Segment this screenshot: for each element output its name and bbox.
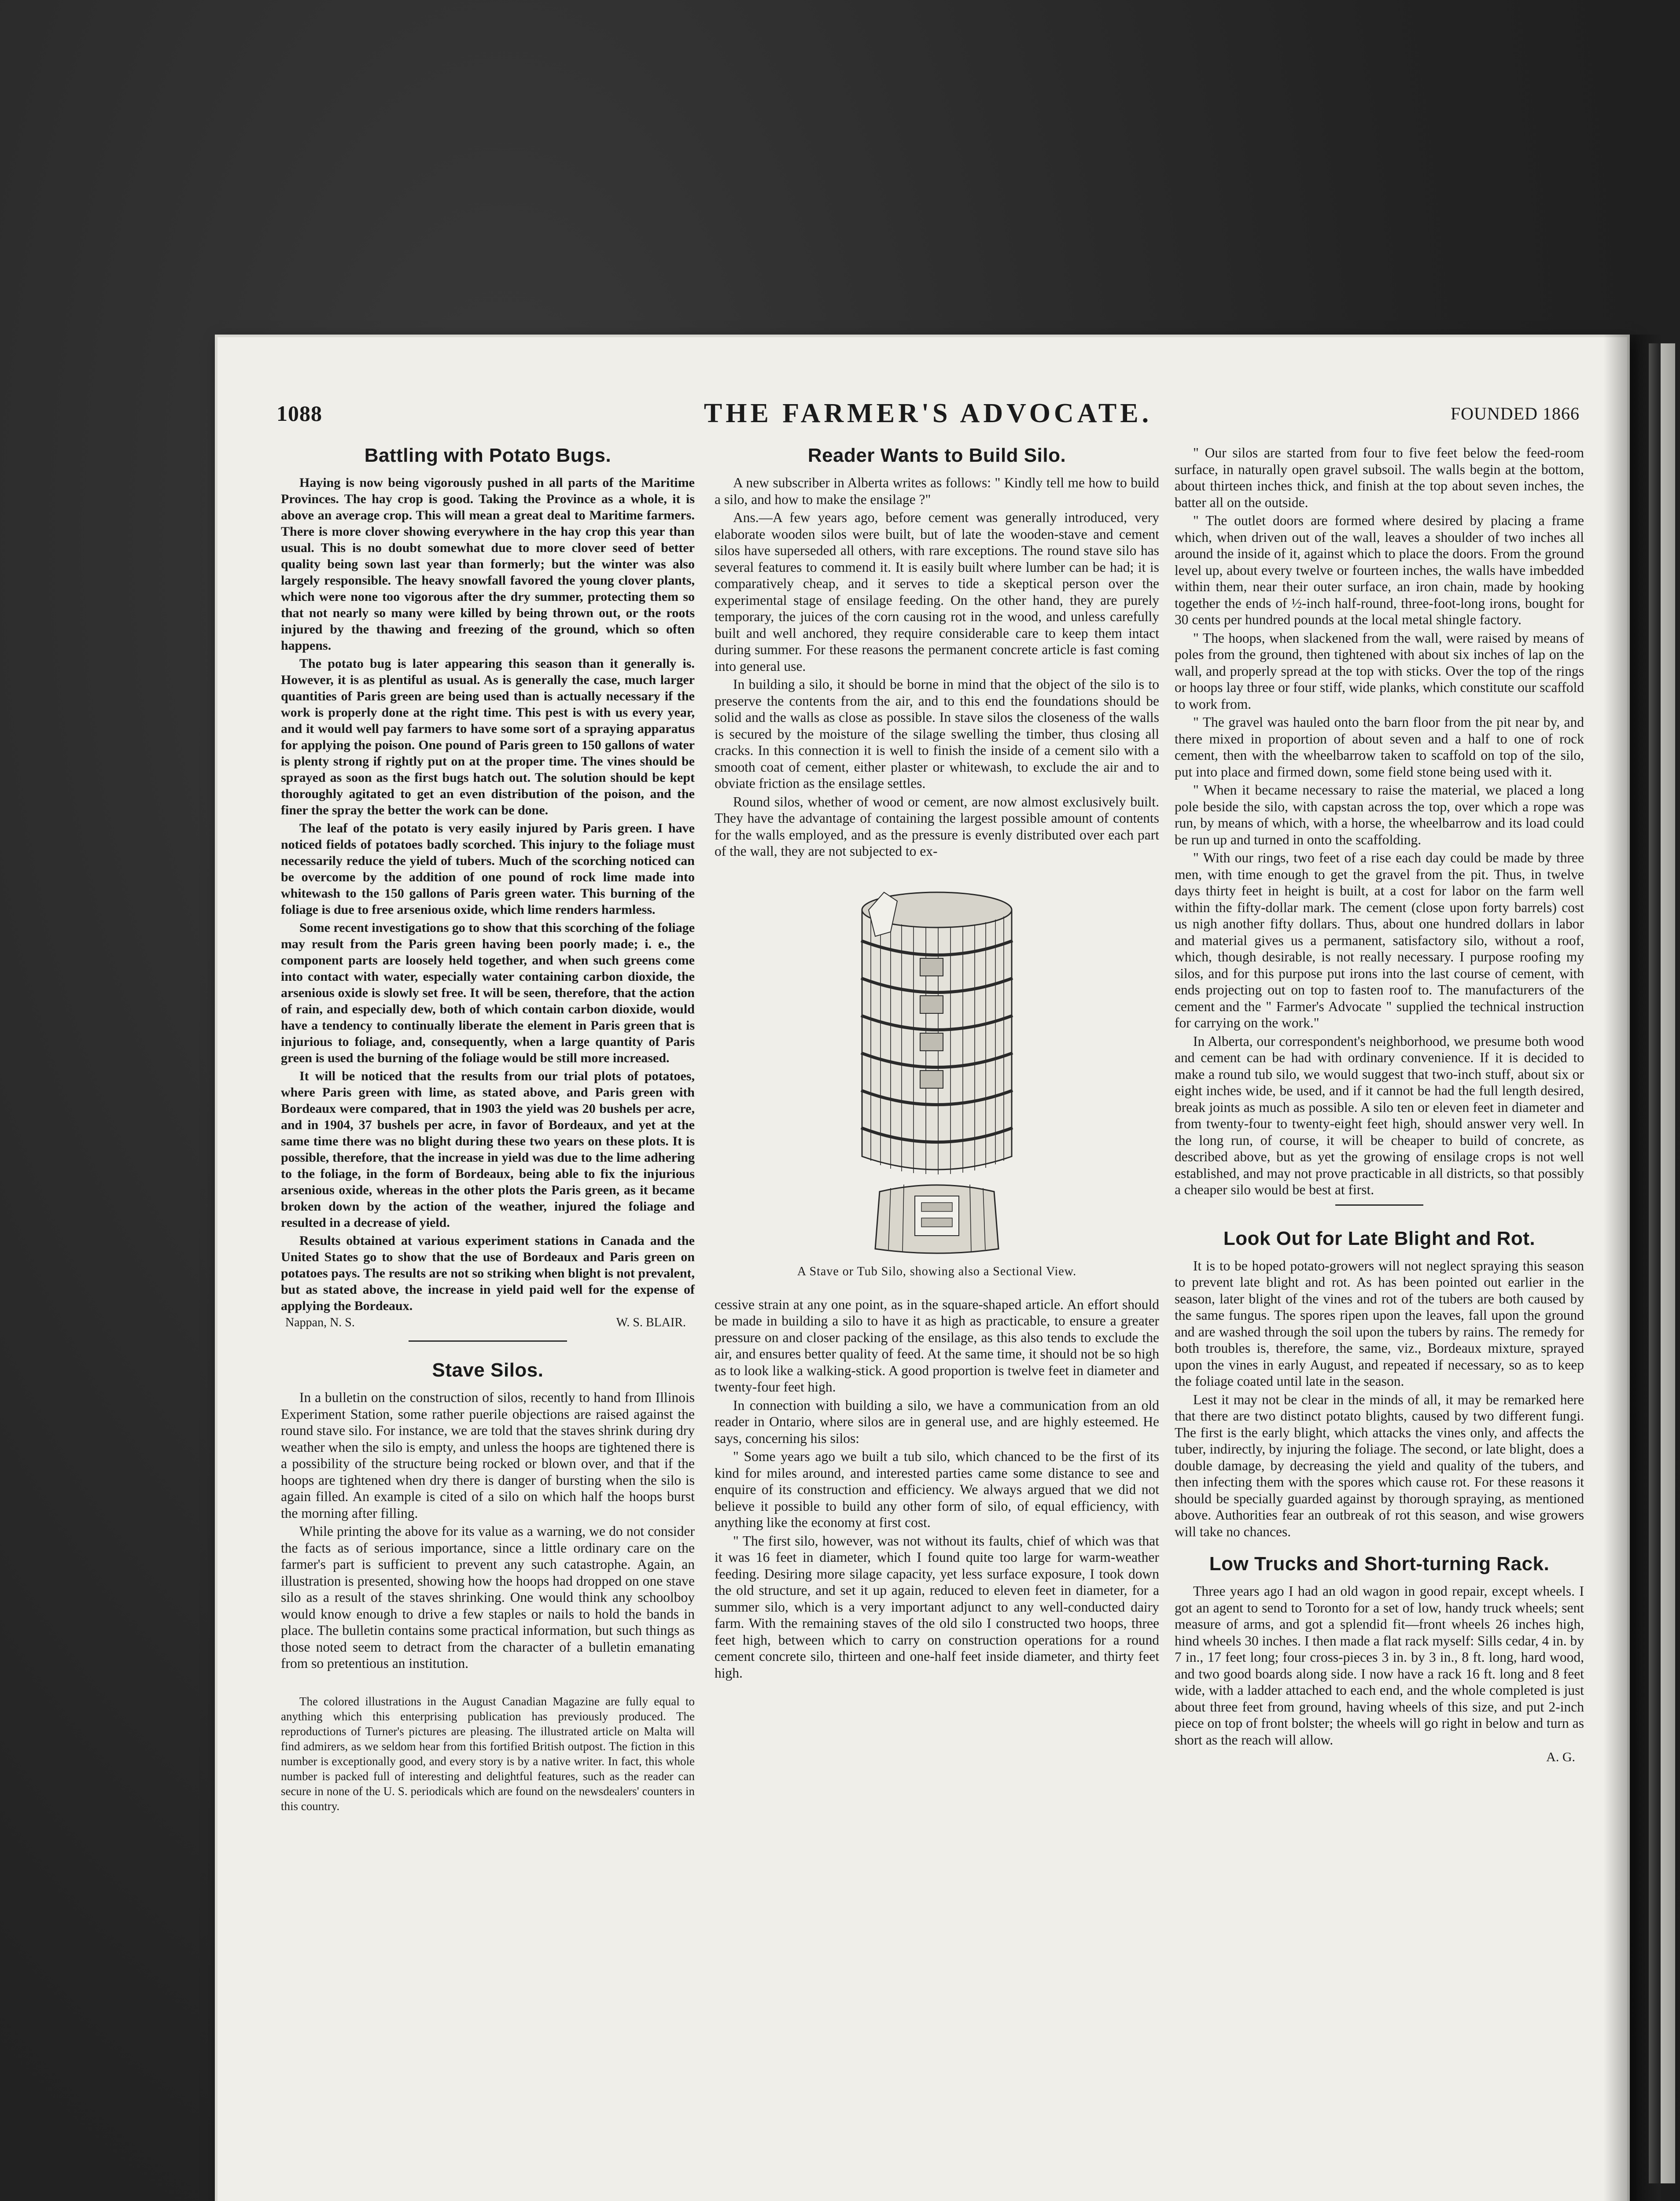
article-heading: Look Out for Late Blight and Rot. xyxy=(1223,1227,1536,1249)
signature-author: W. S. BLAIR. xyxy=(616,1316,686,1329)
article-paragraph: Results obtained at various experiment stations in Canada and the United States go to show that the use of Bordeaux and Paris green on potatoes pays. The results are not so striking when blight is not prevalent, but as stated above, the increase in yield paid well for the expense of applying the Bordeaux. xyxy=(281,1233,695,1313)
article-paragraph: In Alberta, our correspondent's neighborhood, we presume both wood and cement can be had with ordinary convenience. If it is decided to make a round tub silo, we would suggest that two-inch stuff, about six or eight inches wide, be used, and if it cannot be had the full length desired, break joints as much as possible. A silo ten or eleven feet in diameter and from twenty-four to twenty-eight feet high, should answer very well. In the long run, of course, it will be cheaper to build of concrete, as described above, but as yet the growing of ensilage crops is not well established, and may not prove practicable in all districts, so that possibly a cheaper silo would be best at first. xyxy=(1175,1033,1584,1197)
article-paragraph: In a bulletin on the construction of silos, recently to hand from Illinois Experiment Station, some rather puerile objections are raised against the round stave silo. For instance, we are told that the staves shrink during dry weather when the silo is empty, and unless the hoops are tightened there is a possibility of the structure being rocked or blown over, and that if the hoops are tightened when dry there is danger of bursting when the silo is again filled. An example is cited of a silo on which half the hoops burst the morning after filling. xyxy=(281,1390,695,1521)
article-paragraph: Three years ago I had an old wagon in good repair, except wheels. I got an agent to send to Toronto for a set of low, handy truck wheels; sent measure of arms, and got a splendid fit—front wheels 26 inches high, hind wheels 30 inches. I then made a flat rack myself: Sills cedar, 4 in. by 7 in., 17 feet long; four cross-pieces 3 in. by 3 in., 8 ft. long, hard wood, and two good boards along side. I now have a rack 16 ft. long and 8 feet wide, with a ladder attached to each end, and the whole completed is just about three feet from ground, having wheels of this size, and put 2-inch piece on top of front bolster; the wheels will go right in below and turn as short as the reach will allow. xyxy=(1175,1583,1584,1748)
article-heading: Stave Silos. xyxy=(432,1359,544,1381)
article-paragraph: It will be noticed that the results from our trial plots of potatoes, where Paris green with lime, as stated above, and Paris green with Bordeaux were compared, that in 1903 the yield was 20 bushels per acre, and in 1904, 37 bushels per acre, in favor of Bordeaux, and yet at the same time there was no blight during these two years on these plots. It is possible, therefore, that the increase in yield was due to the lime adhering to the foliage, in the form of Bordeaux, being able to fix the injurious arsenious oxide, whereas in the other plots the Paris green, as it became broken down by the action of the weather, injured the foliage and resulted in a decrease of yield. xyxy=(281,1069,695,1230)
founded-date: FOUNDED 1866 xyxy=(1450,404,1580,423)
article-heading: Low Trucks and Short-turning Rack. xyxy=(1209,1553,1550,1575)
article-paragraph: cessive strain at any one point, as in the square-shaped article. An effort should be made in building a silo to have it as high as practicable, to ensure a greater pressure on and closer packing of the ensilage, as this also tends to exclude the air, and ensures better quality of feed. At the same time, it should not be so high as to look like a walking-stick. A good proportion is twelve feet in diameter and twenty-four feet high. xyxy=(715,1296,1159,1395)
page-number: 1088 xyxy=(276,401,322,426)
article-paragraph: " The gravel was hauled onto the barn floor from the pit near by, and there mixed in proportion of about seven and a half to one of rock cement, then with the wheelbarrow taken to scaffold on top of the silo, put into place and firmed down, some field stone being used with it. xyxy=(1175,714,1584,780)
divider-rule xyxy=(1335,1204,1423,1206)
article-paragraph: A new subscriber in Alberta writes as follows: " Kindly tell me how to build a silo, and how to make the ensilage ?" xyxy=(715,475,1159,507)
article-heading: Reader Wants to Build Silo. xyxy=(807,445,1066,466)
article-paragraph: Haying is now being vigorously pushed in all parts of the Maritime Provinces. The hay crop is good. Taking the Province as a whole, it is above an average crop. This will mean a great deal to Maritime farmers. There is more clover showing everywhere in the hay crop this year than usual. This is no doubt somewhat due to more clover seed of better quality being sown last year than formerly; but the winter was also largely responsible. The heavy snowfall favored the young clover plants, which were none too vigorous after the dry summer, protecting them so that not nearly so many were killed by being thrown out, or the roots injured by the thawing and freezing of the ground, which so often happens. xyxy=(281,475,695,653)
paper-title: THE FARMER'S ADVOCATE. xyxy=(704,398,1153,428)
article-paragraph: In building a silo, it should be borne in mind that the object of the silo is to preserve the contents from the air, and to this end the foundations should be solid and the walls as close as possible. In stave silos the closeness of the walls is secured by the moisture of the silage swelling the timber, thus closing all cracks. In this connection it is well to finish the inside of a cement silo with a smooth coat of cement, either plaster or whitewash, to exclude the air and to obviate friction as the ensilage settles. xyxy=(715,677,1159,791)
article-paragraph: Round silos, whether of wood or cement, are now almost exclusively built. They have the advantage of containing the largest possible amount of contents for the walls employed, and as the pressure is evenly distributed over each part of the wall, they are not subjected to ex- xyxy=(715,794,1159,859)
article-paragraph: Ans.—A few years ago, before cement was generally introduced, very elaborate wooden silos were built, but of late the wooden-stave and cement silos have superseded all others, with rare exceptions. The round stave silo has several features to commend it. It is easily built where lumber can be had; it is comparatively cheap, and it serves to tide a skeptical person over the experimental stage of ensilage feeding. On the other hand, they are purely temporary, the juices of the corn causing rot in the wood, and unless carefully built and well anchored, they require considerable care to keep them intact during summer. For these reasons the permanent concrete article is fast coming into general use. xyxy=(715,510,1159,674)
stave-silo-drawing xyxy=(717,875,1157,1258)
article-paragraph: Some recent investigations go to show that this scorching of the foliage may result from the Paris green having been poorly made; i. e., the component parts are loosely held together, and when such greens come into contact with water, especially water containing carbon dioxide, the arsenious oxide is slowly set free. It will be seen, therefore, that the action of rain, and especially dew, both of which contain carbon dioxide, would have a tendency to continually liberate the element in Paris green that is injurious to foliage, and, consequently, when a large quantity of Paris green is used the burning of the foliage would be still more increased. xyxy=(281,920,695,1065)
article-paragraph: It is to be hoped potato-growers will not neglect spraying this season to prevent late blight and rot. As has been pointed out earlier in the season, later blight of the vines and rot of the tubers are both caused by the same fungus. The spores ripen upon the leaves, fall upon the ground and are washed through the soil upon the tubers by rains. The remedy for both troubles is, therefore, the same, viz., Bordeaux mixture, sprayed upon the vines in early August, and repeated if necessary, so as to keep the foliage coated until late in the season. xyxy=(1175,1258,1584,1389)
article-paragraph: The potato bug is later appearing this season than it generally is. However, it is as plentiful as usual. As is generally the case, much larger quantities of Paris green are being used than is actually necessary if the work is properly done at the right time. This pest is with us every year, and it would well pay farmers to have some sort of a spraying apparatus for applying the poison. One pound of Paris green to 150 gallons of water is plenty strong if rightly put on at the proper time. The vines should be sprayed as soon as the first bugs hatch out. The solution should be kept thoroughly agitated to get an even distribution of the poison, and the finer the spray the better the work can be done. xyxy=(281,656,695,817)
article-paragraph: " The first silo, however, was not without its faults, chief of which was that it was 16 feet in diameter, which I found quite too large for warm-weather feeding. Desiring more silage capacity, yet less surface exposure, I took down the old structure, and set it up again, reduced to eleven feet in diameter, for a summer silo, which is a very important adjunct to any well-conducted dairy farm. With the remaining staves of the old silo I constructed two hoops, three feet high, between which to carry on construction operations for a round cement concrete silo, thirteen and one-half feet inside diameter, and thirty feet high. xyxy=(715,1533,1159,1681)
column-middle xyxy=(715,445,1159,1683)
article-signature: A. G. xyxy=(1546,1750,1575,1764)
figure-caption: A Stave or Tub Silo, showing also a Sectional View. xyxy=(797,1264,1077,1278)
article-paragraph: In connection with building a silo, we have a communication from an old reader in Ontario, where silos are in general use, and are highly esteemed. He says, concerning his silos: xyxy=(715,1397,1159,1446)
silo-illustration xyxy=(717,875,1157,1258)
article-paragraph: " Some years ago we built a tub silo, which chanced to be the first of its kind for miles around, and interested parties came some distance to see and enquire of its construction and efficiency. We always argued that we did not believe it possible to build any other form of silo, of equal efficiency, with anything like the economy at first cost. xyxy=(715,1449,1159,1530)
article-potato-bugs xyxy=(281,445,695,1342)
signature-place: Nappan, N. S. xyxy=(285,1316,355,1329)
article-paragraph: " Our silos are started from four to five feet below the feed-room surface, in naturally open gravel subsoil. The walls begin at the bottom, about thirteen inches thick, and finish at the top about seven inches, the batter all on the outside. xyxy=(1175,445,1584,510)
newspaper-page xyxy=(215,335,1630,2201)
note-paragraph: The colored illustrations in the August Canadian Magazine are fully equal to anything which this enterprising publication has previously produced. The reproductions of Turner's pictures are pleasing. The illustrated article on Malta will find admirers, as we seldom hear from this fortified British outpost. The fiction in this number is exceptionally good, and every story is by a native writer. In fact, this whole number is packed full of interesting and delightful features, such as the reader can secure in none of the U. S. periodicals which are found on the newsdealers' counters in this country. xyxy=(281,1694,695,1813)
article-paragraph: The leaf of the potato is very easily injured by Paris green. I have noticed fields of potatoes badly scorched. This injury to the foliage must necessarily reduce the yield of tubers. Much of the scorching noticed can be overcome by the addition of one pound of rock lime made into whitewash to the 150 gallons of Paris green water. This burning of the foliage is due to free arsenious oxide, which lime renders harmless. xyxy=(281,821,695,917)
article-paragraph: Lest it may not be clear in the minds of all, it may be remarked here that there are two distinct potato blights, caused by two different fungi. The first is the early blight, which attacks the vines only, and affects the tuber, indirectly, by injuring the foliage. The second, or late blight, does a double damage, by decreasing the yield and quality of the tubers, and then infecting them with the spores which cause rot. For these reasons it should be specially guarded against by thorough spraying, as mentioned above. Authorities fear an outbreak of rot this season, and wise growers will take no chances. xyxy=(1175,1391,1584,1539)
article-heading: Battling with Potato Bugs. xyxy=(364,445,612,466)
article-paragraph: While printing the above for its value as a warning, we do not consider the facts as of serious importance, since a little ordinary care on the farmer's part is sufficient to prevent any such catastrophe. Again, an illustration is presented, showing how the hoops had dropped on one stave silo as a result of the staves shrinking. One would think any schoolboy would know enough to drive a few staples or nails to hold the bands in place. The bulletin contains some practical information, but such things as those noted seem to detract from the character of a bulletin emanating from so pretentious an institution. xyxy=(281,1524,695,1671)
magazine-note xyxy=(281,1694,695,1814)
article-paragraph: " With our rings, two feet of a rise each day could be made by three men, with time enough to get the gravel from the pit. Thus, in twelve days thirty feet in height is built, at a cost for labor on the farm well within the fifty-dollar mark. The cement (close upon forty barrels) cost us nigh another fifty dollars. Thus, about one hundred dollars in labor and material gives us a permanent, satisfactory silo, without a roof, which, though desirable, is not really necessary. I purpose roofing my silos, and for this purpose put irons into the last course of cement, with ends projecting out on top to fasten roof to. The manufacturers of the cement and the " Farmer's Advocate " supplied the technical instruction for carrying on the work." xyxy=(1175,850,1584,1031)
article-stave-silos xyxy=(281,1359,695,1672)
article-paragraph: " The hoops, when slackened from the wall, were raised by means of poles from the ground, then tightened with about six inches of lap on the wall, and properly spread at the top with sticks. Over the top of the rings or hoops lay three or four stiff, wide planks, which constitute our scaffold to work from. xyxy=(1175,630,1584,712)
page-fold-shadow xyxy=(1603,335,1661,2201)
article-signature xyxy=(281,1316,695,1330)
divider-rule xyxy=(409,1340,567,1342)
article-paragraph: " The outlet doors are formed where desired by placing a frame which, when driven out of the wall, leaves a shoulder of two inches all around the inside of it, against which to place the doors. From the ground level up, about every twelve or fourteen inches, the walls have imbedded within them, near their outer surface, an iron chain, made by hooking together the ends of ½-inch half-round, three-foot-long irons, bought for 30 cents per hundred pounds at the local metal shingle factory. xyxy=(1175,513,1584,627)
column-left xyxy=(281,445,695,1815)
masthead xyxy=(276,398,1580,431)
column-right xyxy=(1175,445,1584,1765)
article-paragraph: " When it became necessary to raise the material, we placed a long pole beside the silo, with capstan across the top, over which a rope was run, by means of which, with a horse, the wheelbarrow and its load could be run up and turned in onto the scaffolding. xyxy=(1175,782,1584,847)
